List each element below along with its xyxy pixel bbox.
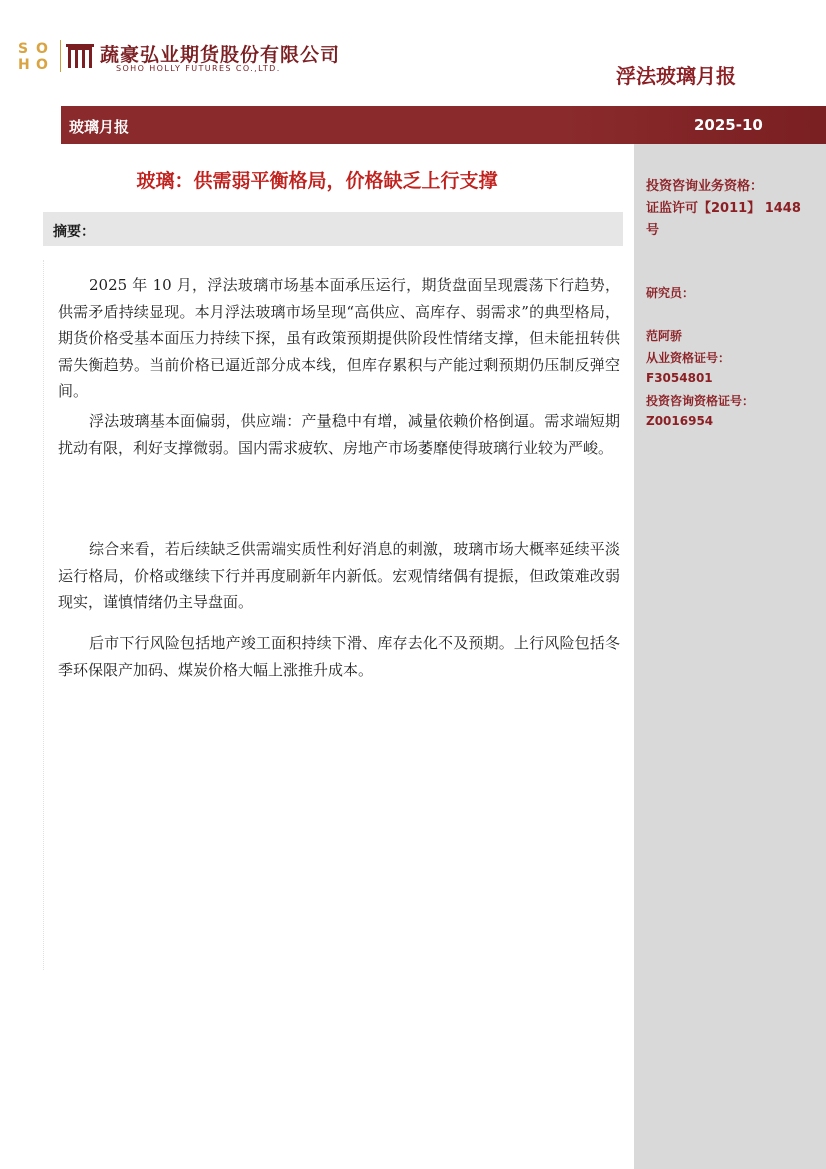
researcher-label: 研究员： [646, 286, 695, 300]
abstract-label: 摘要： [53, 224, 95, 240]
logo-divider [60, 40, 61, 72]
license-label: 从业资格证号： [646, 351, 731, 365]
paragraph: 后市下行风险包括地产竣工面积持续下滑、库存去化不及预期。上行风险包括冬季环保限产加码、煤炭价格大幅上涨推升成本。 [58, 634, 620, 679]
paragraph: 浮法玻璃基本面偏弱，供应端：产量稳中有增，减量依赖价格倒逼。需求端短期扰动有限，利好支撑微弱。国内需求疲软、房地产市场萎靡使得玻璃行业较为严峻。 [58, 412, 620, 457]
sidebar [634, 144, 826, 1169]
report-title: 浮法玻璃月报 [616, 64, 736, 88]
advisory-label: 投资咨询资格证号： [646, 394, 755, 408]
title-banner [61, 106, 826, 144]
building-emblem-icon [66, 42, 94, 70]
qualification-label: 投资咨询业务资格： [646, 179, 764, 194]
logo-letter: O [36, 41, 48, 57]
company-name-cn: 蔬豪弘业期货股份有限公司 [100, 44, 341, 66]
article-headline: 玻璃：供需弱平衡格局，价格缺乏上行支撑 [136, 170, 498, 192]
logo-letter: H [18, 57, 30, 73]
company-name-en: SOHO HOLLY FUTURES CO.,LTD. [116, 64, 281, 73]
paragraph: 综合来看，若后续缺乏供需端实质性利好消息的刺激，玻璃市场大概率延续平淡运行格局，价格或继续下行并再度刷新年内新低。宏观情绪偶有提振，但政策难改弱现实，谨慎情绪仍主导盘面。 [58, 540, 620, 611]
logo-letter: O [36, 57, 48, 73]
abstract-body [43, 260, 624, 970]
logo-letter: S [18, 41, 29, 57]
abstract-header [43, 212, 623, 246]
license-number: F3054801 [646, 371, 713, 385]
qualification-license: 证监许可【2011】 1448 [646, 201, 801, 216]
company-logo [16, 38, 346, 78]
banner-date: 2025-10 [694, 116, 763, 134]
researcher-name: 范阿骄 [646, 329, 683, 343]
soho-logo-mark [16, 40, 56, 74]
banner-report-type: 玻璃月报 [69, 118, 130, 136]
paragraph: 2025 年 10 月，浮法玻璃市场基本面承压运行，期货盘面呈现震荡下行趋势，供需矛盾持续显现。本月浮法玻璃市场呈现“高供应、高库存、弱需求”的典型格局，期货价格受基本面压力持续下探，虽有政策预期提供阶段性情绪支撑，但未能扭转供需失衡趋势。当前价格已逼近部分成本线，但库存累积与产能过剩预期仍压制反弹空间。 [58, 276, 620, 400]
qualification-license-suffix: 号 [646, 223, 660, 238]
advisory-number: Z0016954 [646, 414, 714, 428]
